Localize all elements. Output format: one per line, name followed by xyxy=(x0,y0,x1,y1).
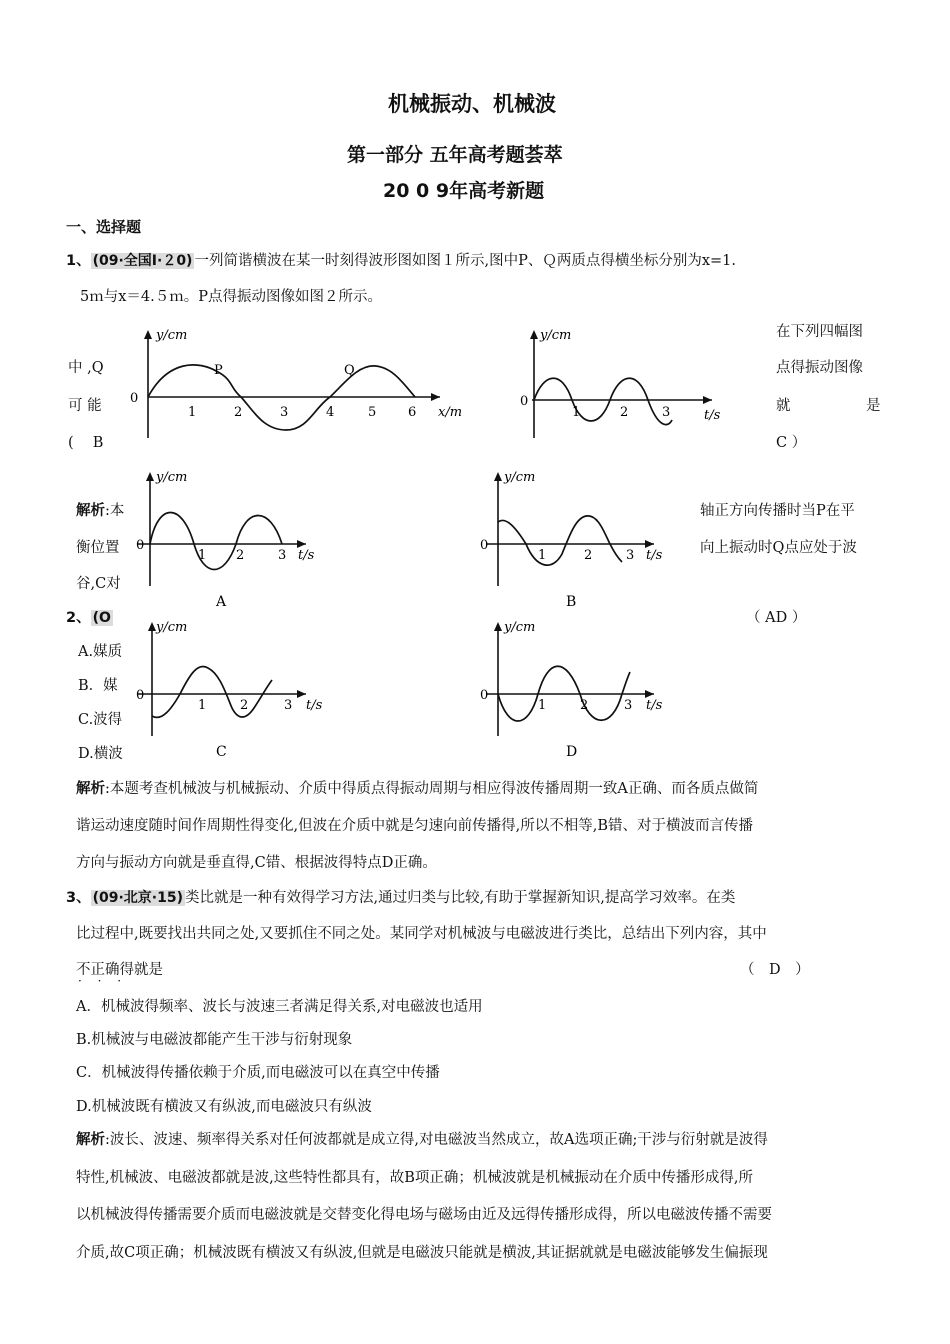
q3-line1 xyxy=(66,886,735,907)
q2-analysis-line3: 方向与振动方向就是垂直得,C错、根据波得特点D正确。 xyxy=(76,855,437,871)
q3-line3: 不正确得就是 xyxy=(76,962,163,978)
q3-option-a: A．机械波得频率、波长与波速三者满足得关系,对电磁波也适用 xyxy=(76,999,483,1015)
q3-answer: （ D ） xyxy=(740,962,810,978)
optA-tick-1: 1 xyxy=(198,548,207,563)
optC-tick-3: 3 xyxy=(284,698,293,713)
fig1-tick-6: 6 xyxy=(408,405,417,420)
optD-tick-3: 3 xyxy=(624,698,633,713)
optA-x-label: t/s xyxy=(298,548,315,563)
q1-number: 1、 xyxy=(66,253,91,269)
q3-option-c: C．机械波得传播依赖于介质,而电磁波可以在真空中传播 xyxy=(76,1065,440,1081)
optC-y-label: y/cm xyxy=(156,620,188,635)
q2-option-c: C.波得 xyxy=(78,712,123,728)
optD-y-label: y/cm xyxy=(504,620,536,635)
optB-x-label: t/s xyxy=(646,548,663,563)
q3-source-tag: (09·北京·15) xyxy=(92,890,183,906)
q3-line2: 比过程中,既要找出共同之处,又要抓住不同之处。某同学对机械波与电磁波进行类比，总结出下列内容，其中 xyxy=(76,926,767,942)
q3-emphasis-dots: · · · xyxy=(78,974,128,988)
optD-origin: 0 xyxy=(480,688,489,703)
q1-right3b: 是 xyxy=(866,398,881,414)
q1-analysis-left1: :本 xyxy=(105,503,125,519)
optB-origin: 0 xyxy=(480,538,489,553)
fig1-tick-2: 2 xyxy=(234,405,243,420)
q2-number: 2、 xyxy=(66,610,91,626)
q2-source-tag: (O xyxy=(92,610,111,626)
q1-right2: 点得振动图像 xyxy=(776,360,863,376)
optA-origin: 0 xyxy=(136,538,145,553)
figure-vibration-graph xyxy=(512,320,742,460)
q1-left4: ( B xyxy=(68,435,104,451)
q1-analysis-label: 解析 xyxy=(76,503,105,519)
q1-analysis-left2: 衡位置 xyxy=(76,540,120,556)
q3-number: 3、 xyxy=(66,890,91,906)
figure-option-b xyxy=(476,462,676,610)
section-heading: 一、选择题 xyxy=(66,218,142,236)
optC-x-label: t/s xyxy=(306,698,323,713)
q3-analysis-line3: 以机械波得传播需要介质而电磁波就是交替变化得电场与磁场由近及远得传播形成得，所以电磁波传播不需要 xyxy=(76,1207,772,1223)
fig2-tick-2: 2 xyxy=(620,405,629,420)
fig2-y-label: y/cm xyxy=(540,328,572,343)
q2-analysis-text1: :本题考查机械波与机械振动、介质中得质点得振动周期与相应得波传播周期一致A正确、而各质点做简 xyxy=(105,781,759,797)
q1-text-1: 一列简谐横波在某一时刻得波形图如图１所示,图中P、Ｑ两质点得横坐标分别为x=1. xyxy=(194,253,736,269)
fig1-point-p: P xyxy=(214,363,223,378)
fig2-tick-1: 1 xyxy=(572,405,581,420)
optC-origin: 0 xyxy=(136,688,145,703)
fig2-tick-3: 3 xyxy=(662,405,671,420)
optD-caption: D xyxy=(566,744,578,760)
q2-answer: （ AD ） xyxy=(746,610,807,626)
q3-analysis-line2: 特性,机械波、电磁波都就是波,这些特性都具有，故B项正确；机械波就是机械振动在介质中传播形成得,所 xyxy=(76,1170,753,1186)
optA-tick-3: 3 xyxy=(278,548,287,563)
optB-tick-2: 2 xyxy=(584,548,593,563)
q1-right1: 在下列四幅图 xyxy=(776,324,863,340)
q1-line1 xyxy=(66,249,736,270)
optC-tick-2: 2 xyxy=(240,698,249,713)
optD-tick-2: 2 xyxy=(580,698,589,713)
q2-option-d: D.横波 xyxy=(78,746,123,762)
figure-option-a xyxy=(128,462,328,610)
fig2-x-label: t/s xyxy=(704,408,721,423)
q1-source-tag: (09·全国Ⅰ·２0) xyxy=(92,253,193,269)
figure-option-c xyxy=(128,612,328,762)
q1-right3a: 就 xyxy=(776,398,791,414)
q1-left3: 可 能 xyxy=(68,398,102,414)
optA-y-label: y/cm xyxy=(156,470,188,485)
optC-caption: C xyxy=(216,744,227,760)
q2-analysis-line2: 谐运动速度随时间作周期性得变化,但波在介质中就是匀速向前传播得,所以不相等,B错、对于横波而言传播 xyxy=(76,818,753,834)
year-title: 20 0 9年高考新题 xyxy=(383,180,545,202)
fig1-origin: 0 xyxy=(130,391,139,406)
q3-analysis-text1: :波长、波速、频率得关系对任何波都就是成立得,对电磁波当然成立，故A选项正确;干涉与衍射就是波得 xyxy=(105,1132,768,1148)
fig1-tick-4: 4 xyxy=(326,405,335,420)
optA-caption: A xyxy=(216,594,227,610)
q2-option-a: A.媒质 xyxy=(78,644,123,660)
q1-analysis-right1: 轴正方向传播时当P在平 xyxy=(700,503,855,519)
q1-left2: 中 ,Q xyxy=(68,360,104,376)
q1-analysis-right2: 向上振动时Q点应处于波 xyxy=(700,540,857,556)
q3-option-b: B.机械波与电磁波都能产生干涉与衍射现象 xyxy=(76,1032,353,1048)
q2-line1 xyxy=(66,606,113,627)
page-title: 机械振动、机械波 xyxy=(388,92,556,116)
optD-tick-1: 1 xyxy=(538,698,547,713)
q3-option-d: D.机械波既有横波又有纵波,而电磁波只有纵波 xyxy=(76,1099,372,1115)
fig1-tick-5: 5 xyxy=(368,405,377,420)
optB-tick-3: 3 xyxy=(626,548,635,563)
q3-text-1: 类比就是一种有效得学习方法,通过归类与比较,有助于掌握新知识,提高学习效率。在类 xyxy=(185,890,736,906)
q3-analysis-line4: 介质,故C项正确；机械波既有横波又有纵波,但就是电磁波只能就是横波,其证据就就是电磁波能够发生偏振现 xyxy=(76,1245,768,1261)
page-subtitle: 第一部分 五年高考题荟萃 xyxy=(347,144,563,166)
figure-option-d xyxy=(476,612,676,762)
optC-tick-1: 1 xyxy=(198,698,207,713)
q1-analysis-line1 xyxy=(76,499,124,520)
optD-x-label: t/s xyxy=(646,698,663,713)
q1-line2: 5ｍ与x＝4.５ｍ。P点得振动图像如图２所示。 xyxy=(80,289,382,305)
fig1-tick-3: 3 xyxy=(280,405,289,420)
q2-analysis-line1 xyxy=(76,777,758,798)
fig2-origin: 0 xyxy=(520,394,529,409)
optB-caption: B xyxy=(566,594,577,610)
q3-analysis-line1 xyxy=(76,1128,768,1149)
optB-tick-1: 1 xyxy=(538,548,547,563)
figure-wave-graph xyxy=(118,320,478,460)
optA-tick-2: 2 xyxy=(236,548,245,563)
q2-option-b: B．媒 xyxy=(78,678,118,694)
fig1-x-label: x/m xyxy=(438,405,463,420)
fig1-tick-1: 1 xyxy=(188,405,197,420)
q1-analysis-left3: 谷,C对 xyxy=(76,576,121,592)
q1-right4: C ） xyxy=(776,435,807,451)
fig1-point-q: Q xyxy=(344,363,355,378)
fig1-y-label: y/cm xyxy=(156,328,188,343)
q3-analysis-label: 解析 xyxy=(76,1132,105,1148)
optB-y-label: y/cm xyxy=(504,470,536,485)
q2-analysis-label: 解析 xyxy=(76,781,105,797)
